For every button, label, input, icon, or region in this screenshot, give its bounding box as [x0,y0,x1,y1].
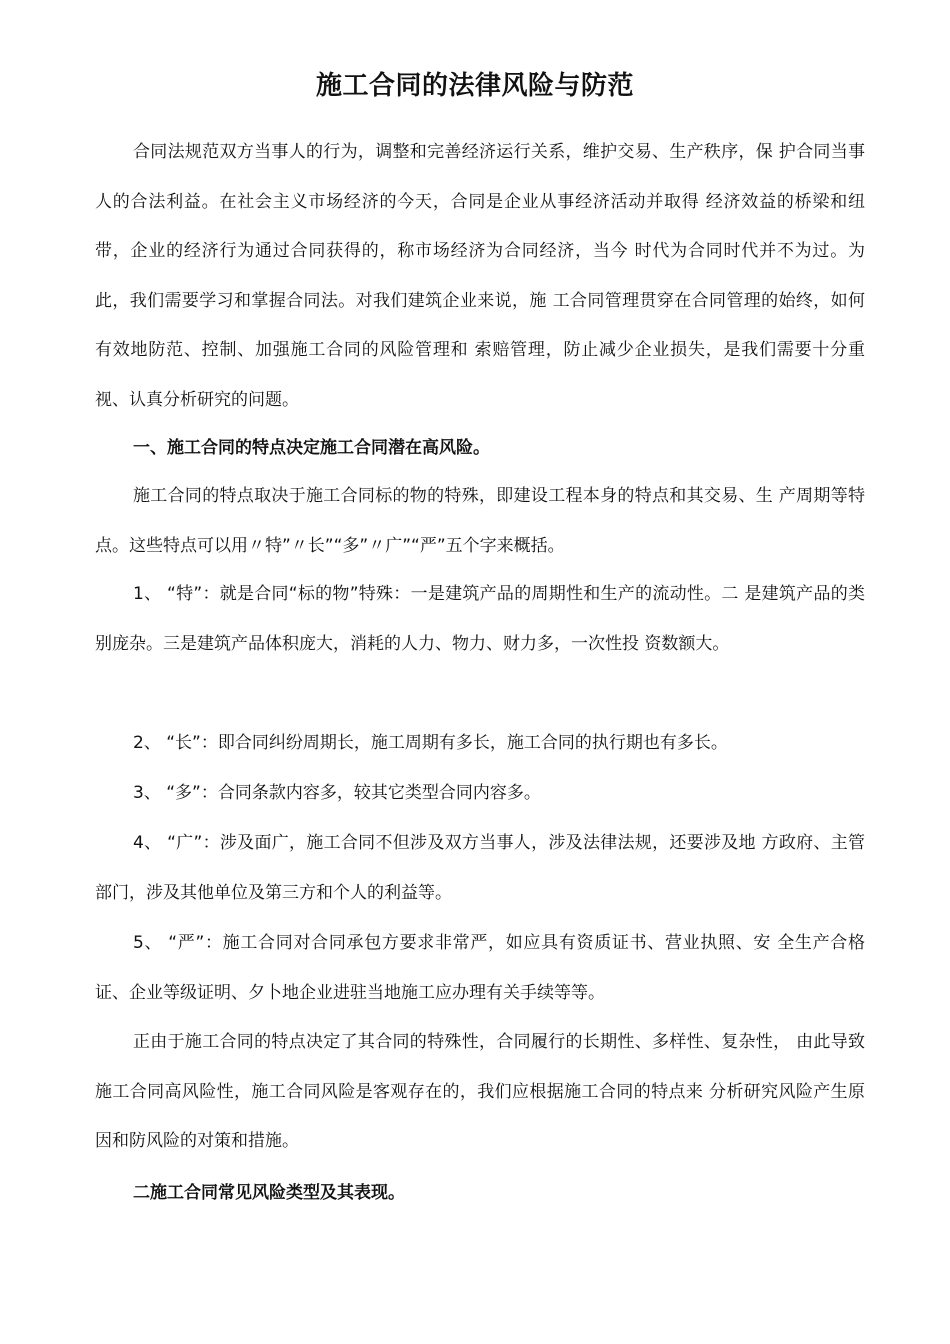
page-title: 施工合同的法律风险与防范 [315,71,634,101]
list-item-1: 1、 “特”：就是合同“标的物”特殊：一是建筑产品的周期性和生产的流动性。二 是建筑产品的类别庞杂。三是建筑产品体积庞大，消耗的人力、物力、财力多，一次性投 资数额大。 [95,584,865,654]
intro-paragraph: 合同法规范双方当事人的行为，调整和完善经济运行关系，维护交易、生产秩序，保 护合同当事人的合法利益。在社会主义市场经济的今天，合同是企业从事经济活动并取得 经济效益的桥梁和纽带，企业的经济行为通过合同获得的，称市场经济为合同经济，当今 时代为合同时代并不为过。为此，我们需要学习和掌握合同法。对我们建筑企业来说，施 工合同管理贯穿在合同管理的始终，如何有效地防范、控制、加强施工合同的风险管理和 索赔管理，防止减少企业损失，是我们需要十分重视、认真分析研究的问题。 [95,142,865,410]
conclusion-paragraph: 正由于施工合同的特点决定了其合同的特殊性，合同履行的长期性、多样性、复杂性， 由此导致施工合同高风险性，施工合同风险是客观存在的，我们应根据施工合同的特点来 分析研究风险产生原因和防风险的对策和措施。 [95,1032,865,1151]
section-heading-1: 一、施工合同的特点决定施工合同潜在高风险。 [133,438,490,458]
list-item-3: 3、 “多”：合同条款内容多，较其它类型合同内容多。 [133,783,541,803]
section-heading-2: 二施工合同常见风险类型及其表现。 [133,1183,405,1203]
section1-intro-paragraph: 施工合同的特点取决于施工合同标的物的特殊，即建设工程本身的特点和其交易、生 产周期等特点。这些特点可以用〃特”〃长”“多”〃广”“严”五个字来概括。 [95,486,865,556]
list-item-2: 2、 “长”：即合同纠纷周期长，施工周期有多长，施工合同的执行期也有多长。 [133,733,728,753]
list-item-5: 5、 “严”：施工合同对合同承包方要求非常严，如应具有资质证书、营业执照、安 全生产合格证、企业等级证明、夕卜地企业进驻当地施工应办理有关手续等等。 [95,933,865,1003]
list-item-4: 4、 “广”：涉及面广，施工合同不但涉及双方当事人，涉及法律法规，还要涉及地 方政府、主管部门，涉及其他单位及第三方和个人的利益等。 [95,833,865,903]
